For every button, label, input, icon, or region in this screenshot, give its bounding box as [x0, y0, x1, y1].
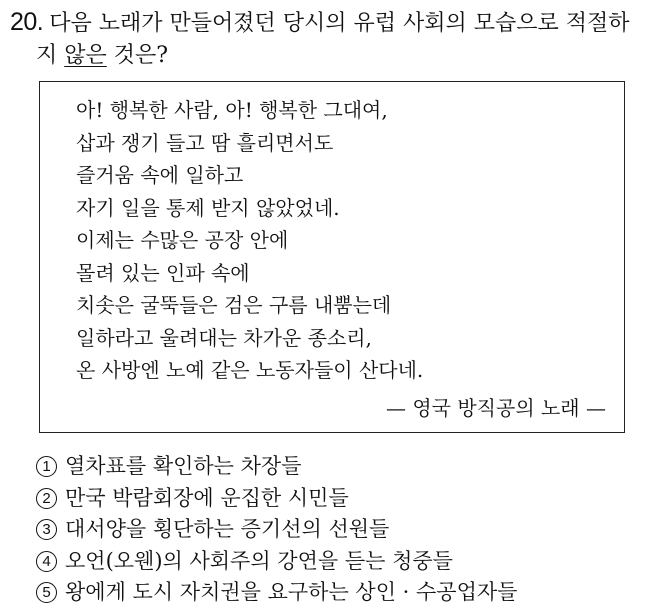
poem-line: 몰려 있는 인파 속에 — [76, 260, 250, 285]
poem-line: 즐거움 속에 일하고 — [76, 163, 244, 187]
choice-5[interactable] — [36, 577, 517, 609]
poem-line: 삽과 쟁기 들고 땀 흘리면서도 — [76, 130, 334, 155]
question-text-2-prefix: 지 — [36, 43, 65, 68]
poem-line: 일하라고 울려대는 차가운 종소리, — [76, 325, 372, 350]
choice-text: 왕에게 도시 자치권을 요구하는 상인 · 수공업자들 — [65, 580, 518, 604]
poem-line: 아! 행복한 사람, 아! 행복한 그대여, — [76, 98, 388, 122]
choice-text: 대서양을 횡단하는 증기선의 선원들 — [65, 517, 390, 541]
choice-number: 1 — [36, 456, 57, 477]
poem — [76, 94, 423, 387]
poem-line: 치솟은 굴뚝들은 검은 구름 내뿜는데 — [76, 293, 392, 317]
passage-source: — 영국 방직공의 노래 — — [386, 396, 606, 420]
choice-3[interactable] — [36, 514, 517, 546]
question-line-1 — [10, 6, 640, 40]
passage-box — [39, 81, 625, 433]
question-line-2 — [10, 40, 640, 72]
poem-line: 자기 일을 통제 받지 않았었네. — [76, 195, 340, 220]
choice-number: 5 — [36, 582, 57, 603]
question-stem — [10, 6, 640, 72]
choice-2[interactable] — [36, 483, 517, 515]
choice-4[interactable] — [36, 546, 517, 578]
choice-text: 열차표를 확인하는 차장들 — [65, 454, 302, 478]
poem-line: 온 사방엔 노예 같은 노동자들이 산다네. — [76, 358, 424, 382]
choice-text: 만국 박람회장에 운집한 시민들 — [65, 485, 349, 510]
choice-number: 2 — [36, 488, 57, 509]
choice-number: 4 — [36, 551, 57, 572]
choice-number: 3 — [36, 519, 57, 540]
question-number: 20. — [10, 8, 44, 36]
choice-text: 오언(오웬)의 사회주의 강연을 듣는 청중들 — [65, 548, 453, 573]
question-text-2-suffix: 것은? — [106, 43, 169, 68]
answer-choices — [36, 451, 517, 609]
poem-line: 이제는 수많은 공장 안에 — [76, 228, 289, 252]
question-emphasis: 않은 — [64, 43, 107, 68]
question-text-1: 다음 노래가 만들어졌던 당시의 유럽 사회의 모습으로 적절하 — [49, 11, 630, 36]
choice-1[interactable] — [36, 451, 517, 483]
